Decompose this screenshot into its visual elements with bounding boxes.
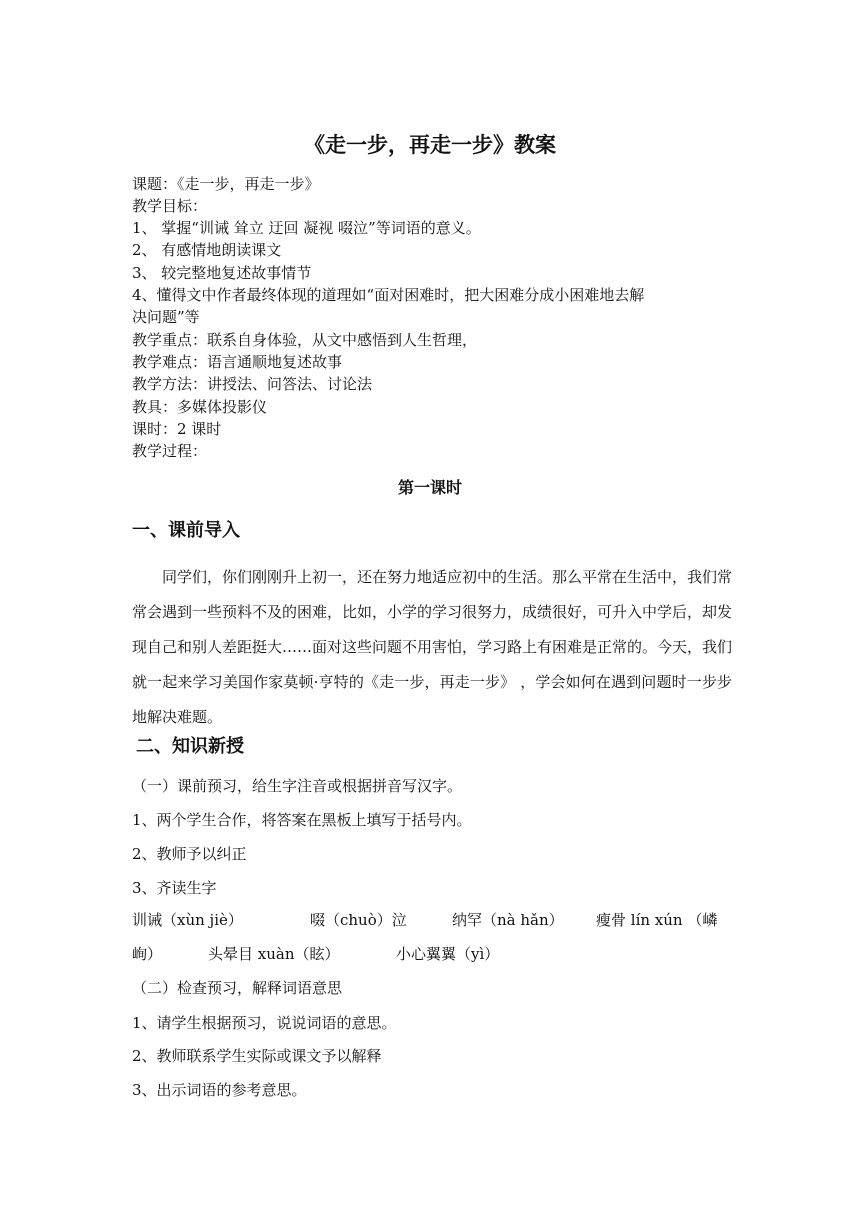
meta-topic: 课题：《走一步，再走一步》 (132, 175, 320, 193)
pinyin-item: 啜（chuò）泣 (310, 911, 407, 929)
objective-4-cont: 决问题”等 (132, 308, 200, 326)
objective-2: 2、 有感情地朗读课文 (132, 241, 282, 259)
document-title: 《走一步，再走一步》教案 (304, 133, 556, 157)
meta-process: 教学过程： (132, 442, 208, 460)
pinyin-item: 纳罕（nà hǎn） (452, 911, 564, 929)
part-1-step-1: 1、两个学生合作，将答案在黑板上填写于括号内。 (132, 811, 472, 829)
pinyin-item: 训诫（xùn jiè） (132, 911, 243, 929)
pinyin-item: 峋） (132, 945, 163, 963)
objective-1: 1、 掌握“训诫 耸立 迂回 凝视 啜泣”等词语的意义。 (132, 219, 481, 237)
pinyin-item: 小心翼翼（yì） (396, 945, 500, 963)
lesson-heading: 第一课时 (397, 478, 462, 497)
meta-objectives-label: 教学目标： (132, 197, 208, 215)
pinyin-item: 瘦骨 lín xún （嶙 (596, 911, 718, 929)
meta-hours: 课时：2 课时 (132, 420, 222, 438)
part-2-step-1: 1、请学生根据预习，说说词语的意思。 (132, 1014, 397, 1032)
meta-tools: 教具：多媒体投影仪 (132, 398, 268, 416)
meta-key-points: 教学重点：联系自身体验，从文中感悟到人生哲理， (132, 331, 478, 349)
pinyin-item: 头晕目 xuàn（眩） (208, 945, 340, 963)
meta-difficulties: 教学难点：语言通顺地复述故事 (132, 353, 343, 371)
meta-methods: 教学方法：讲授法、问答法、讨论法 (132, 375, 373, 393)
section-1-heading: 一、课前导入 (132, 520, 240, 541)
intro-paragraph: 同学们，你们刚刚升上初一，还在努力地适应初中的生活。那么平常在生活中，我们常常会遇到一些预料不及的困难，比如，小学的学习很努力，成绩很好，可升入中学后，却发现自己和别人差距挺大……面对这些问题不用害怕，学习路上有困难是正常的。今天，我们就一起来学习美国作家莫顿·亨特的《走一步，再走一步》 ，学会如何在遇到问题时一步步地解决难题。 (132, 568, 733, 726)
objective-4: 4、懂得文中作者最终体现的道理如“面对困难时，把大困难分成小困难地去解 (132, 286, 645, 304)
part-1-title: （一）课前预习，给生字注音或根据拼音写汉字。 (132, 777, 463, 795)
part-2-title: （二）检查预习，解释词语意思 (132, 979, 343, 997)
objective-3: 3、 较完整地复述故事情节 (132, 264, 312, 282)
section-2-heading: 二、知识新授 (136, 736, 244, 757)
part-1-step-2: 2、教师予以纠正 (132, 845, 247, 863)
part-2-step-2: 2、教师联系学生实际或课文予以解释 (132, 1047, 382, 1065)
part-1-step-3: 3、齐读生字 (132, 879, 217, 897)
part-2-step-3: 3、出示词语的参考意思。 (132, 1081, 307, 1099)
